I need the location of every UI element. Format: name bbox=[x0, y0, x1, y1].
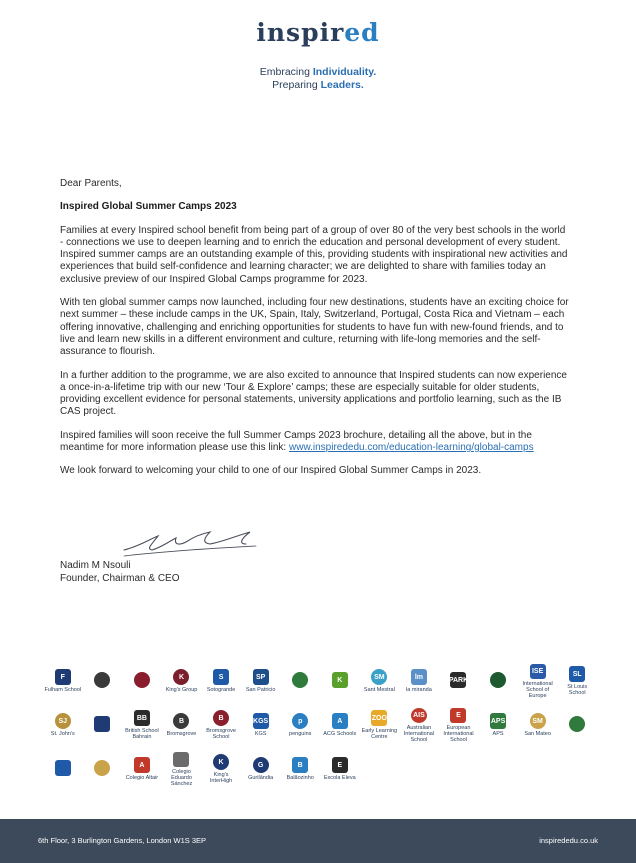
crest-icon: AIS bbox=[411, 708, 427, 723]
school-logo bbox=[163, 752, 201, 786]
school-logo bbox=[202, 752, 240, 786]
closing: We look forward to welcoming your child to one of our Inspired Global Summer Camps in 2023. bbox=[60, 465, 482, 477]
school-logo-name: ACG Schools bbox=[323, 731, 357, 737]
paragraph-2: With ten global summer camps now launched, including four new destinations, students have an exciting choice for next summer – these include camps in the UK, Spain, Italy, Switzerland, Portugal, Costa Rica and Vietnam – each offering innovative, challenging and enriching opportunities for students to have fun with new-found friends, and to live and learn new skills in a different environment and culture, returning with life-long memories and the self-assurance to flourish. bbox=[60, 297, 569, 358]
school-logo-name: St. John's bbox=[50, 731, 75, 737]
school-logo bbox=[479, 664, 517, 698]
paragraph-4 bbox=[60, 430, 570, 455]
school-logo-name: Colegio Altair bbox=[125, 775, 159, 781]
crest-icon bbox=[292, 672, 308, 688]
school-logo-name: King's Group bbox=[165, 687, 198, 693]
tagline-prefix-1: Embracing bbox=[259, 66, 313, 78]
school-logo-name: Escola Eleva bbox=[323, 775, 356, 781]
school-logo bbox=[242, 752, 280, 786]
tagline-bold-1: Individuality. bbox=[312, 66, 377, 78]
school-logo bbox=[519, 664, 557, 698]
school-logo bbox=[281, 752, 319, 786]
brand-name-accent: ed bbox=[344, 18, 380, 47]
bird-icon: p bbox=[292, 713, 308, 729]
school-logo bbox=[123, 752, 161, 786]
school-logo-name: Early Learning Centre bbox=[361, 728, 398, 740]
school-logo bbox=[361, 708, 399, 742]
school-logo bbox=[44, 708, 82, 742]
letter-icon bbox=[173, 752, 189, 767]
tagline-prefix-2: Preparing bbox=[272, 79, 321, 91]
letter-icon: SL bbox=[569, 666, 585, 682]
school-logo bbox=[440, 664, 478, 698]
global-camps-link[interactable]: www.inspirededu.com/education-learning/global-camps bbox=[289, 442, 534, 454]
school-logo-name: Balãozinho bbox=[286, 775, 314, 781]
crest-icon: K bbox=[173, 669, 189, 685]
crest-icon bbox=[490, 672, 506, 688]
letter-icon: PARK bbox=[450, 672, 466, 688]
bird-icon: SM bbox=[371, 669, 387, 685]
brand-tagline bbox=[0, 66, 636, 92]
brand-name-main: inspir bbox=[256, 18, 345, 47]
paragraph-3: In a further addition to the programme, we are also excited to announce that Inspired students can now experience a once-in-a-lifetime trip with our new ‘Tour & Explore’ camps; these are especially suitable for older students, providing excellent evidence for personal statements, university applications and portfolio learning, such as the IB CAS project. bbox=[60, 369, 567, 418]
tagline-line-2 bbox=[0, 79, 636, 92]
school-logo-name: Gurilândia bbox=[248, 775, 274, 781]
school-logo bbox=[84, 664, 122, 698]
tagline-bold-2: Leaders. bbox=[320, 79, 364, 91]
signatory-name: Nadim M Nsouli bbox=[60, 560, 131, 571]
crest-icon: B bbox=[173, 713, 189, 729]
letter-icon: K bbox=[332, 672, 348, 688]
crest-icon: SJ bbox=[55, 713, 71, 729]
signatory bbox=[60, 560, 180, 585]
crest-icon: SM bbox=[530, 713, 546, 729]
school-logo-name: Fulham School bbox=[44, 687, 82, 693]
school-logo-name: la miranda bbox=[406, 687, 432, 693]
school-logo-name: Colegio Eduardo Sánchez bbox=[170, 769, 193, 786]
school-logo-name: San Patricio bbox=[245, 687, 276, 693]
school-logo bbox=[321, 752, 359, 786]
shield-icon: ISE bbox=[530, 664, 546, 679]
school-logo-name: KGS bbox=[254, 731, 267, 737]
brand-wordmark bbox=[256, 18, 379, 47]
crest-icon bbox=[134, 672, 150, 688]
letter-icon: B bbox=[292, 757, 308, 773]
letter-icon: BB bbox=[134, 710, 150, 726]
crest-icon: G bbox=[253, 757, 269, 773]
shield-icon: S bbox=[213, 669, 229, 685]
school-logo bbox=[321, 708, 359, 742]
school-logo-name: British School Bahrain bbox=[125, 728, 159, 740]
letter-icon: E bbox=[332, 757, 348, 773]
school-logo bbox=[281, 708, 319, 742]
shield-icon: SP bbox=[253, 669, 269, 685]
brand-logo bbox=[0, 18, 636, 47]
school-logo bbox=[242, 664, 280, 698]
salutation: Dear Parents, bbox=[60, 178, 122, 189]
signatory-title: Founder, Chairman & CEO bbox=[60, 572, 180, 584]
school-logo bbox=[123, 664, 161, 698]
school-logo-name: International School of Europe bbox=[522, 681, 553, 698]
crest-icon bbox=[94, 760, 110, 776]
school-logo bbox=[202, 664, 240, 698]
crest-icon bbox=[569, 716, 585, 732]
school-logo bbox=[400, 708, 438, 742]
school-logo bbox=[440, 708, 478, 742]
letter-title: Inspired Global Summer Camps 2023 bbox=[60, 201, 237, 213]
school-logo-name: Sant Mestral bbox=[363, 687, 395, 693]
school-logo-name: APS bbox=[492, 731, 504, 737]
crest-icon: B bbox=[213, 710, 229, 726]
school-logo bbox=[84, 752, 122, 786]
school-logo bbox=[123, 708, 161, 742]
school-logo bbox=[479, 708, 517, 742]
footer-website[interactable]: inspirededu.co.uk bbox=[539, 836, 598, 845]
school-logo bbox=[44, 752, 82, 786]
school-logo-name: European International School bbox=[443, 725, 474, 742]
letter-icon: E bbox=[450, 708, 466, 723]
crest-icon: K bbox=[213, 754, 229, 770]
school-logo-name: Sotogrande bbox=[206, 687, 236, 693]
school-logo-name: San Mateo bbox=[524, 731, 551, 737]
footer-address: 6th Floor, 3 Burlington Gardens, London W1S 3EP bbox=[38, 836, 207, 845]
paragraph-1: Families at every Inspired school benefit from being part of a group of over 80 of the very best schools in the world - connections we use to deepen learning and to enrich the education and personal development of every student. Inspired summer camps are an outstanding example of this, providing students with inspirational new activities and experiences that build self-confidence and learning character; we are delighted to share with families today an exclusive preview of our Inspired Global Camps programme for 2023. bbox=[60, 224, 568, 285]
tagline-line-1 bbox=[0, 66, 636, 79]
school-logo bbox=[281, 664, 319, 698]
signature-image bbox=[118, 522, 268, 562]
letter-icon: KGS bbox=[253, 713, 269, 729]
school-logo bbox=[361, 664, 399, 698]
school-logo-name: Bromsgrove School bbox=[206, 728, 236, 740]
shield-icon bbox=[94, 716, 110, 732]
letter-icon: ZOO bbox=[371, 710, 387, 726]
school-logo-name: St Louis School bbox=[567, 684, 588, 696]
school-logo-name: Australian International School bbox=[403, 725, 435, 742]
school-logo-grid bbox=[44, 664, 596, 786]
letter-icon: A bbox=[332, 713, 348, 729]
school-logo bbox=[558, 708, 596, 742]
crest-icon bbox=[94, 672, 110, 688]
school-logo bbox=[242, 708, 280, 742]
school-logo bbox=[163, 664, 201, 698]
school-logo-name: penguins bbox=[289, 731, 312, 737]
school-logo bbox=[44, 664, 82, 698]
letter-icon: APS bbox=[490, 713, 506, 729]
letter-body bbox=[60, 178, 570, 489]
school-logo bbox=[558, 664, 596, 698]
school-logo bbox=[84, 708, 122, 742]
letter-icon bbox=[55, 760, 71, 776]
school-logo bbox=[163, 708, 201, 742]
school-logo bbox=[400, 664, 438, 698]
school-logo-name: Bromsgrove bbox=[166, 731, 197, 737]
letter-icon: lm bbox=[411, 669, 427, 685]
school-logo bbox=[519, 708, 557, 742]
school-logo bbox=[321, 664, 359, 698]
footer bbox=[0, 819, 636, 863]
letter-icon: A bbox=[134, 757, 150, 773]
school-logo bbox=[202, 708, 240, 742]
shield-icon: F bbox=[55, 669, 71, 685]
school-logo-name: King's InterHigh bbox=[209, 772, 233, 784]
brochure-text: Inspired families will soon receive the full Summer Camps 2023 brochure, detailing all the above, but in the meantime for more information please use this link: bbox=[60, 429, 532, 454]
